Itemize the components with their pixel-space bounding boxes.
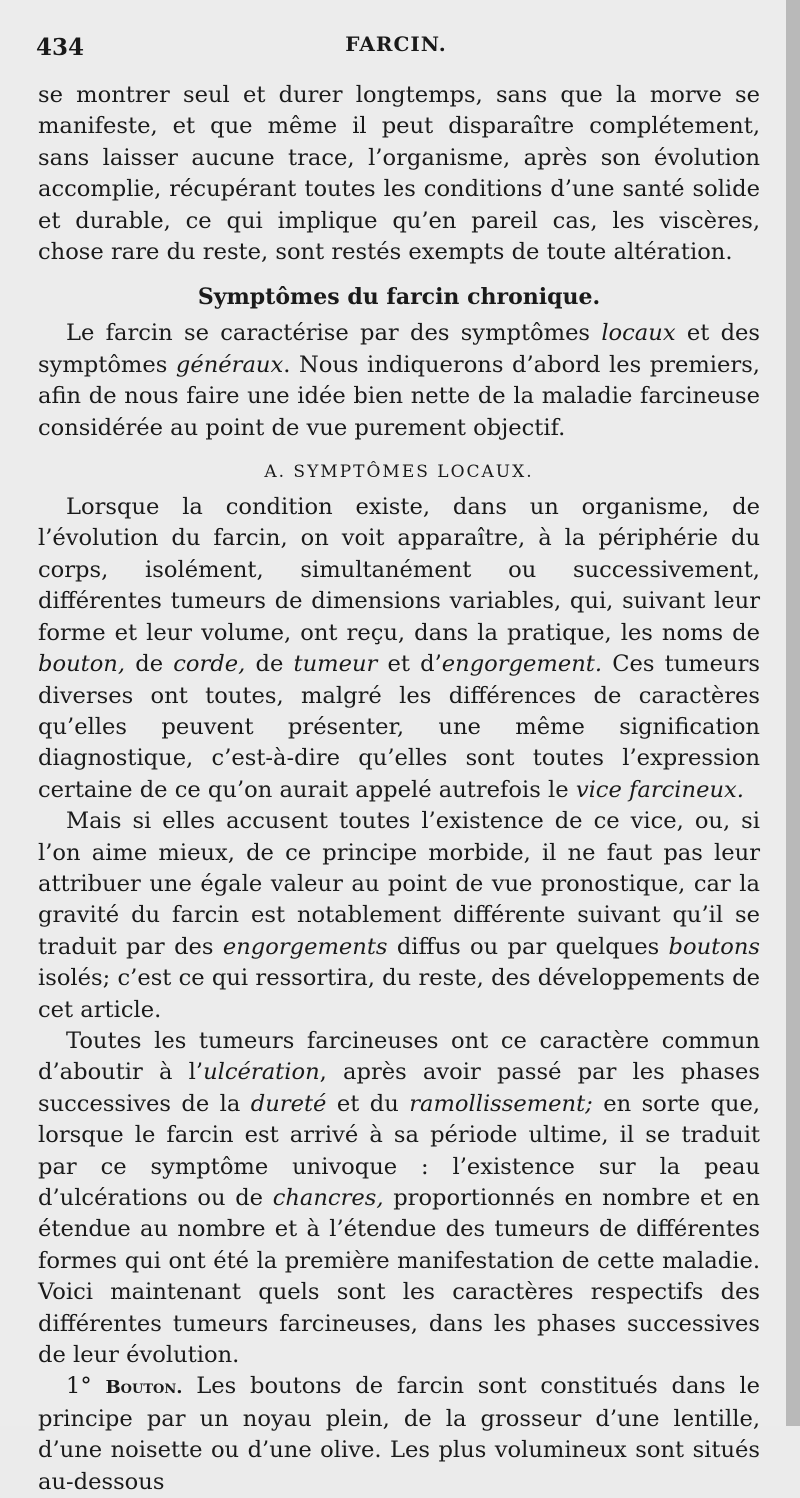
text-run: Les boutons de farcin sont constitués dans le principe par un noyau plein, de la grosseur d’une lentille, d’une noisette ou d’une olive. Les plus volumineux sont situés au-dessous — [38, 1373, 760, 1495]
text-run: Mais si elles accusent toutes l’existence de ce vice, ou, si l’on aime mieux, de ce principe morbide, il ne faut pas leur attribuer une égale valeur au point de vue pronostique, car la gravité du farcin est notablement différente suivant qu’il se traduit par des — [38, 808, 760, 960]
subheading-local-symptoms: A. SYMPTÔMES LOCAUX. — [264, 462, 534, 483]
italic-term: boutons — [668, 933, 760, 960]
section-heading-chronic: Symptômes du farcin chronique. — [197, 284, 601, 311]
text-run: de — [125, 651, 174, 678]
running-title: FARCIN. — [345, 32, 447, 56]
italic-term: locaux — [601, 320, 676, 347]
italic-term: corde, — [173, 651, 246, 678]
text-run: en sorte que, lorsque le farcin est arrivé à sa période ultime, il se traduit par ce symptôme univoque : l’existence sur la peau d’ulcérations ou de — [38, 1090, 761, 1211]
page-header — [36, 30, 756, 64]
text-run: 1° — [66, 1373, 106, 1400]
text-run: et d’ — [377, 651, 442, 678]
italic-term: vice farcineux. — [575, 776, 744, 803]
italic-term: généraux — [175, 351, 284, 378]
body-text — [38, 80, 760, 1498]
italic-term: engorgement. — [441, 651, 603, 678]
italic-term: ramollissement; — [409, 1090, 593, 1117]
text-run: Le farcin se caractérise par des symptômes — [66, 320, 602, 347]
text-run: . Nous indiquerons d’abord les premiers, afin de nous faire une idée bien nette de la maladie farcineuse considérée au point de vue purement objectif. — [38, 351, 760, 441]
italic-term: bouton, — [38, 651, 126, 678]
paragraph-toutes — [38, 1026, 760, 1371]
text-run: diffus ou par quelques — [387, 933, 669, 960]
text-run: , après avoir passé par les phases successives de la — [38, 1059, 760, 1117]
text-run: proportionnés en nombre et en étendue au nombre et à l’étendue des tumeurs de différentes formes qui ont été la première manifestation de cette maladie. Voici maintenant quels sont les caractères respectifs des différentes tumeurs farcineuses, dans les phases successives de leur évolution. — [38, 1185, 760, 1369]
text-run: et des symptômes — [38, 320, 760, 378]
text-run: isolés; c’est ce qui ressortira, du reste, des développements de cet article. — [38, 965, 760, 1023]
italic-term: chancres, — [272, 1185, 384, 1211]
text-run: Ces tumeurs diverses ont toutes, malgré les différences de caractères qu’elles peuvent présenter, une même signification diagnostique, c’est-à-dire qu’elles sont toutes l’expression certaine de ce qu’on aurait appelé autrefois le — [38, 651, 761, 803]
paragraph-mais — [38, 806, 760, 1026]
paragraph-text: se montrer seul et durer longtemps, sans que la morve se manifeste, et que même il peut disparaître complétement, sans laisser aucune trace, l’organisme, après son évolution accomplie, récupérant toutes les conditions d’une santé solide et durable, ce qui implique qu’en pareil cas, les viscères, chose rare du reste, sont restés exempts de toute altération. — [38, 82, 760, 266]
text-run: Toutes les tumeurs farcineuses ont ce caractère commun d’aboutir à l’ — [38, 1027, 760, 1086]
italic-term: ulcération — [203, 1059, 320, 1086]
paragraph-continued — [38, 80, 760, 268]
page-edge-shadow — [786, 0, 800, 1426]
italic-term: engorgements — [222, 933, 388, 960]
paragraph-bouton — [38, 1371, 760, 1498]
text-run: de — [245, 651, 294, 678]
italic-term: tumeur — [293, 651, 378, 678]
paragraph-lorsque — [38, 492, 760, 806]
paragraph-farcin — [38, 318, 760, 444]
text-run: Lorsque la condition existe, dans un organisme, de l’évolution du farcin, on voit apparaître, à la périphérie du corps, isolément, simultanément ou successivement, différentes tumeurs de dimensions variables, qui, suivant leur forme et leur volume, ont reçu, dans la pratique, les noms de — [38, 494, 760, 646]
page-number: 434 — [36, 34, 85, 61]
text-run: et du — [326, 1090, 410, 1117]
run-in-heading: Bouton. — [105, 1377, 183, 1399]
italic-term: dureté — [250, 1090, 327, 1117]
